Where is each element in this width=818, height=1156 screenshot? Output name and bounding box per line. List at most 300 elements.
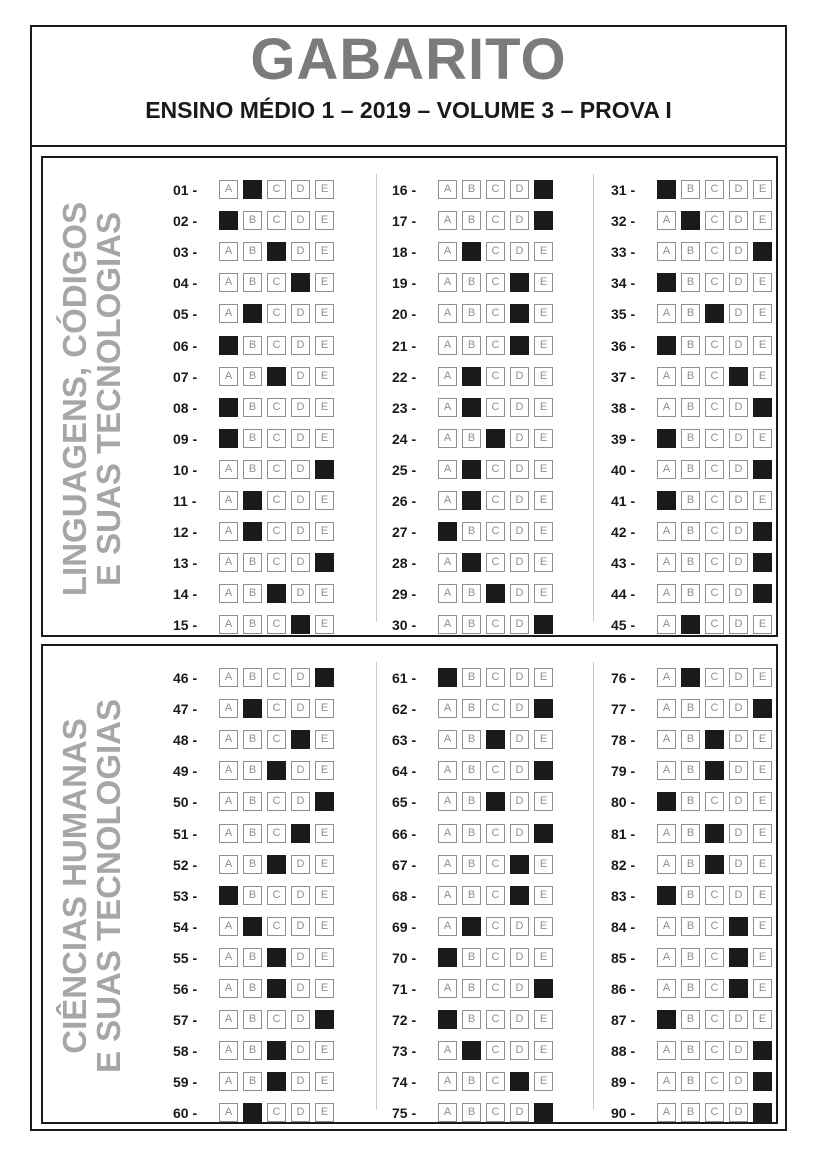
answer-bubble: C bbox=[705, 668, 724, 687]
answer-bubble: C bbox=[267, 917, 286, 936]
answer-bubble: D bbox=[510, 792, 529, 811]
answer-bubble: C bbox=[267, 615, 286, 634]
answer-bubble-marked bbox=[729, 979, 748, 998]
answer-bubble: E bbox=[753, 668, 772, 687]
question-number: 61 - bbox=[392, 670, 417, 686]
question-number: 06 - bbox=[173, 337, 198, 354]
answer-bubble: B bbox=[681, 180, 700, 199]
answer-bubble: D bbox=[729, 211, 748, 230]
question-row bbox=[611, 947, 781, 969]
answer-bubble: D bbox=[291, 242, 310, 261]
question-number: 83 - bbox=[611, 887, 636, 904]
answer-bubble: A bbox=[438, 491, 457, 510]
answer-bubble: B bbox=[681, 761, 700, 780]
question-row bbox=[173, 303, 343, 325]
answer-bubble-marked bbox=[681, 668, 700, 687]
answer-bubble: C bbox=[267, 553, 286, 572]
answer-bubble: A bbox=[219, 367, 238, 386]
answer-bubble: E bbox=[534, 336, 553, 355]
answer-bubble: E bbox=[534, 1041, 553, 1060]
answer-bubble-marked bbox=[267, 242, 286, 261]
answer-bubble: B bbox=[243, 553, 262, 572]
answer-bubble: B bbox=[681, 522, 700, 541]
question-row bbox=[392, 1009, 562, 1031]
answer-bubble: B bbox=[681, 304, 700, 323]
question-row bbox=[173, 1009, 343, 1031]
question-row bbox=[173, 459, 343, 481]
answer-bubble: E bbox=[315, 1103, 334, 1122]
answer-bubble: B bbox=[462, 824, 481, 843]
answer-bubble: A bbox=[438, 699, 457, 718]
answer-bubble: D bbox=[729, 855, 748, 874]
question-row bbox=[611, 1009, 781, 1031]
answer-bubble: D bbox=[291, 917, 310, 936]
question-number: 28 - bbox=[392, 555, 417, 572]
section-label-line1: CIÊNCIAS HUMANAS bbox=[56, 718, 93, 1054]
question-number: 07 - bbox=[173, 368, 198, 385]
answer-bubble: A bbox=[438, 979, 457, 998]
answer-bubble-marked bbox=[315, 792, 334, 811]
answer-bubble: A bbox=[219, 730, 238, 749]
question-row bbox=[611, 303, 781, 325]
answer-bubble: A bbox=[657, 584, 676, 603]
answer-bubble: A bbox=[219, 1103, 238, 1122]
answer-bubble: C bbox=[267, 304, 286, 323]
question-row bbox=[392, 667, 562, 689]
question-number: 41 - bbox=[611, 493, 636, 509]
answer-bubble-marked bbox=[534, 180, 553, 199]
answer-bubble-marked bbox=[657, 429, 676, 448]
answer-bubble: A bbox=[657, 553, 676, 572]
question-row bbox=[392, 303, 562, 325]
answer-bubble: D bbox=[729, 699, 748, 718]
question-number: 78 - bbox=[611, 732, 636, 749]
question-row bbox=[611, 729, 781, 751]
answer-bubble: E bbox=[753, 491, 772, 510]
answer-bubble: C bbox=[267, 824, 286, 843]
answer-bubble: B bbox=[462, 304, 481, 323]
answer-bubble: A bbox=[219, 584, 238, 603]
answer-bubble: D bbox=[510, 979, 529, 998]
answer-bubble: D bbox=[291, 1010, 310, 1029]
answer-bubble: A bbox=[438, 761, 457, 780]
question-number: 80 - bbox=[611, 794, 636, 811]
question-row bbox=[392, 823, 562, 845]
question-number: 81 - bbox=[611, 825, 636, 842]
answer-bubble-marked bbox=[534, 824, 553, 843]
answer-bubble: E bbox=[315, 242, 334, 261]
answer-bubble: B bbox=[681, 460, 700, 479]
answer-bubble: D bbox=[291, 761, 310, 780]
question-row bbox=[392, 854, 562, 876]
answer-bubble: E bbox=[315, 367, 334, 386]
answer-bubble: B bbox=[462, 761, 481, 780]
answer-bubble: A bbox=[438, 180, 457, 199]
answer-bubble: E bbox=[753, 824, 772, 843]
question-row bbox=[392, 947, 562, 969]
question-number: 31 - bbox=[611, 182, 636, 198]
answer-bubble-marked bbox=[681, 211, 700, 230]
question-number: 37 - bbox=[611, 368, 636, 385]
answer-bubble: B bbox=[681, 336, 700, 355]
answer-bubble: A bbox=[438, 917, 457, 936]
question-number: 47 - bbox=[173, 701, 198, 718]
answer-bubble: B bbox=[681, 979, 700, 998]
answer-bubble-marked bbox=[267, 855, 286, 874]
question-number: 72 - bbox=[392, 1012, 417, 1029]
answer-bubble-marked bbox=[705, 855, 724, 874]
answer-bubble-marked bbox=[462, 917, 481, 936]
answer-bubble: C bbox=[486, 1041, 505, 1060]
question-number: 85 - bbox=[611, 949, 636, 966]
question-row bbox=[173, 552, 343, 574]
answer-bubble: C bbox=[486, 948, 505, 967]
answer-bubble: A bbox=[657, 948, 676, 967]
answer-bubble: A bbox=[657, 615, 676, 634]
answer-bubble: A bbox=[219, 180, 238, 199]
question-row bbox=[611, 667, 781, 689]
answer-bubble: A bbox=[219, 460, 238, 479]
answer-bubble: D bbox=[291, 855, 310, 874]
answer-bubble: B bbox=[681, 1103, 700, 1122]
answer-bubble: A bbox=[219, 948, 238, 967]
question-number: 71 - bbox=[392, 981, 417, 997]
answer-bubble: B bbox=[681, 1010, 700, 1029]
question-row bbox=[392, 978, 562, 1000]
answer-bubble: D bbox=[729, 584, 748, 603]
answer-bubble-marked bbox=[243, 1103, 262, 1122]
answer-bubble-marked bbox=[291, 273, 310, 292]
answer-bubble: D bbox=[729, 491, 748, 510]
answer-bubble: B bbox=[462, 699, 481, 718]
answer-bubble: B bbox=[462, 273, 481, 292]
answer-bubble: E bbox=[753, 367, 772, 386]
question-row bbox=[611, 791, 781, 813]
answer-bubble: B bbox=[462, 180, 481, 199]
answer-bubble: C bbox=[267, 491, 286, 510]
question-number: 63 - bbox=[392, 732, 417, 749]
answer-bubble: D bbox=[510, 584, 529, 603]
answer-bubble: C bbox=[267, 398, 286, 417]
answer-bubble-marked bbox=[438, 668, 457, 687]
answer-bubble: A bbox=[657, 824, 676, 843]
question-number: 84 - bbox=[611, 918, 636, 935]
answer-bubble: D bbox=[510, 917, 529, 936]
answer-bubble: B bbox=[681, 917, 700, 936]
answer-bubble: A bbox=[219, 304, 238, 323]
question-number: 45 - bbox=[611, 617, 636, 634]
question-row bbox=[611, 490, 781, 512]
question-row bbox=[173, 583, 343, 605]
answer-bubble: D bbox=[291, 979, 310, 998]
question-row bbox=[392, 335, 562, 357]
answer-bubble: D bbox=[729, 242, 748, 261]
answer-bubble: D bbox=[291, 304, 310, 323]
section-label-line2: E SUAS TECNOLOGIAS bbox=[90, 698, 127, 1074]
answer-bubble: A bbox=[438, 730, 457, 749]
answer-bubble: E bbox=[315, 1041, 334, 1060]
answer-bubble: D bbox=[510, 1103, 529, 1122]
answer-bubble: E bbox=[753, 304, 772, 323]
answer-bubble: D bbox=[291, 429, 310, 448]
answer-bubble: B bbox=[462, 979, 481, 998]
answer-bubble: B bbox=[681, 948, 700, 967]
question-row bbox=[611, 1102, 781, 1124]
answer-bubble: E bbox=[534, 553, 553, 572]
answer-bubble: C bbox=[705, 273, 724, 292]
answer-bubble: A bbox=[219, 979, 238, 998]
answer-bubble: E bbox=[534, 522, 553, 541]
answer-bubble: E bbox=[315, 180, 334, 199]
question-row bbox=[611, 241, 781, 263]
answer-bubble-marked bbox=[315, 460, 334, 479]
answer-bubble-marked bbox=[267, 979, 286, 998]
answer-bubble: D bbox=[291, 460, 310, 479]
answer-bubble: C bbox=[486, 491, 505, 510]
question-row bbox=[173, 791, 343, 813]
answer-bubble: A bbox=[657, 398, 676, 417]
answer-bubble: D bbox=[510, 948, 529, 967]
answer-bubble: A bbox=[438, 211, 457, 230]
answer-bubble: C bbox=[267, 429, 286, 448]
question-number: 33 - bbox=[611, 244, 636, 261]
answer-bubble-marked bbox=[534, 615, 553, 634]
question-row bbox=[392, 729, 562, 751]
answer-bubble: A bbox=[219, 699, 238, 718]
answer-bubble: C bbox=[705, 699, 724, 718]
question-number: 75 - bbox=[392, 1105, 417, 1122]
answer-bubble-marked bbox=[534, 979, 553, 998]
answer-bubble: E bbox=[534, 855, 553, 874]
answer-bubble: A bbox=[657, 304, 676, 323]
answer-bubble: E bbox=[534, 242, 553, 261]
answer-bubble: D bbox=[291, 398, 310, 417]
answer-bubble: B bbox=[462, 730, 481, 749]
answer-bubble: E bbox=[315, 398, 334, 417]
answer-bubble-marked bbox=[753, 1041, 772, 1060]
answer-bubble: B bbox=[243, 730, 262, 749]
answer-bubble: D bbox=[291, 367, 310, 386]
answer-bubble-marked bbox=[267, 948, 286, 967]
question-row bbox=[173, 614, 343, 636]
answer-bubble-marked bbox=[462, 1041, 481, 1060]
question-number: 76 - bbox=[611, 670, 636, 686]
answer-bubble: D bbox=[729, 336, 748, 355]
question-number: 50 - bbox=[173, 794, 198, 811]
question-number: 24 - bbox=[392, 430, 417, 447]
answer-bubble: A bbox=[219, 1072, 238, 1091]
answer-bubble-marked bbox=[753, 553, 772, 572]
answer-bubble-marked bbox=[657, 886, 676, 905]
answer-bubble: B bbox=[462, 948, 481, 967]
answer-bubble: A bbox=[657, 211, 676, 230]
answer-bubble: B bbox=[243, 792, 262, 811]
answer-bubble-marked bbox=[657, 336, 676, 355]
question-number: 59 - bbox=[173, 1074, 198, 1091]
answer-bubble: C bbox=[267, 180, 286, 199]
answer-bubble: A bbox=[219, 792, 238, 811]
answer-bubble: C bbox=[267, 730, 286, 749]
answer-bubble: E bbox=[315, 429, 334, 448]
answer-bubble: A bbox=[438, 304, 457, 323]
question-number: 36 - bbox=[611, 337, 636, 354]
answer-bubble: D bbox=[510, 367, 529, 386]
answer-bubble: D bbox=[510, 398, 529, 417]
answer-bubble: B bbox=[462, 211, 481, 230]
answer-bubble: B bbox=[243, 460, 262, 479]
answer-bubble: B bbox=[243, 1041, 262, 1060]
answer-bubble: C bbox=[705, 429, 724, 448]
answer-bubble-marked bbox=[705, 304, 724, 323]
question-number: 77 - bbox=[611, 701, 636, 718]
answer-bubble: C bbox=[486, 855, 505, 874]
question-number: 46 - bbox=[173, 670, 198, 686]
question-number: 90 - bbox=[611, 1105, 636, 1122]
question-number: 13 - bbox=[173, 555, 198, 572]
answer-bubble: C bbox=[705, 584, 724, 603]
answer-bubble: D bbox=[510, 824, 529, 843]
answer-bubble: D bbox=[510, 429, 529, 448]
question-row bbox=[392, 366, 562, 388]
question-row bbox=[173, 760, 343, 782]
answer-bubble: D bbox=[729, 792, 748, 811]
answer-bubble: D bbox=[510, 699, 529, 718]
answer-bubble: E bbox=[534, 398, 553, 417]
answer-bubble: D bbox=[510, 615, 529, 634]
answer-bubble: A bbox=[438, 398, 457, 417]
answer-bubble: D bbox=[291, 668, 310, 687]
answer-bubble: E bbox=[753, 886, 772, 905]
answer-bubble: E bbox=[753, 730, 772, 749]
answer-bubble-marked bbox=[729, 367, 748, 386]
question-row bbox=[392, 272, 562, 294]
answer-bubble-marked bbox=[462, 367, 481, 386]
answer-bubble-marked bbox=[462, 242, 481, 261]
answer-bubble: B bbox=[243, 1010, 262, 1029]
question-number: 23 - bbox=[392, 399, 417, 416]
question-row bbox=[611, 397, 781, 419]
answer-bubble: D bbox=[510, 522, 529, 541]
question-row bbox=[611, 978, 781, 1000]
answer-bubble: A bbox=[657, 1103, 676, 1122]
question-row bbox=[392, 791, 562, 813]
answer-bubble: D bbox=[510, 180, 529, 199]
question-row bbox=[611, 614, 781, 636]
answer-bubble: D bbox=[510, 553, 529, 572]
answer-bubble: E bbox=[753, 1010, 772, 1029]
answer-bubble-marked bbox=[534, 699, 553, 718]
answer-bubble-marked bbox=[657, 491, 676, 510]
answer-bubble-marked bbox=[219, 336, 238, 355]
answer-bubble: C bbox=[267, 699, 286, 718]
answer-bubble: B bbox=[462, 1072, 481, 1091]
answer-bubble-marked bbox=[243, 491, 262, 510]
answer-bubble: B bbox=[462, 1010, 481, 1029]
answer-bubble: B bbox=[462, 615, 481, 634]
answer-bubble: B bbox=[243, 584, 262, 603]
section-label bbox=[43, 158, 143, 639]
answer-bubble: C bbox=[705, 460, 724, 479]
answer-bubble: E bbox=[534, 460, 553, 479]
answer-bubble: B bbox=[462, 429, 481, 448]
question-number: 48 - bbox=[173, 732, 198, 749]
answer-bubble: C bbox=[705, 367, 724, 386]
answer-bubble: A bbox=[438, 1072, 457, 1091]
question-row bbox=[611, 179, 781, 201]
question-number: 68 - bbox=[392, 887, 417, 904]
question-row bbox=[173, 397, 343, 419]
answer-bubble: C bbox=[486, 1010, 505, 1029]
answer-bubble: A bbox=[219, 855, 238, 874]
answer-bubble-marked bbox=[438, 522, 457, 541]
answer-bubble: A bbox=[657, 855, 676, 874]
answer-bubble-marked bbox=[486, 792, 505, 811]
answer-bubble: D bbox=[291, 699, 310, 718]
answer-bubble-marked bbox=[315, 668, 334, 687]
column-divider bbox=[376, 174, 377, 622]
answer-bubble: D bbox=[729, 1041, 748, 1060]
answer-bubble-marked bbox=[753, 242, 772, 261]
answer-bubble: A bbox=[657, 1072, 676, 1091]
question-number: 40 - bbox=[611, 461, 636, 478]
answer-bubble: D bbox=[729, 180, 748, 199]
answer-bubble: E bbox=[315, 824, 334, 843]
answer-bubble: D bbox=[729, 460, 748, 479]
answer-bubble-marked bbox=[243, 699, 262, 718]
answer-bubble: E bbox=[315, 917, 334, 936]
question-number: 43 - bbox=[611, 555, 636, 572]
answer-bubble: E bbox=[534, 730, 553, 749]
answer-bubble: B bbox=[462, 886, 481, 905]
question-number: 55 - bbox=[173, 949, 198, 966]
answer-bubble: A bbox=[438, 460, 457, 479]
answer-bubble: E bbox=[534, 668, 553, 687]
answer-bubble: E bbox=[534, 367, 553, 386]
question-number: 10 - bbox=[173, 461, 198, 478]
answer-bubble-marked bbox=[705, 824, 724, 843]
answer-bubble: C bbox=[267, 211, 286, 230]
answer-key-frame bbox=[30, 25, 787, 1131]
question-row bbox=[173, 210, 343, 232]
question-row bbox=[173, 823, 343, 845]
answer-bubble: D bbox=[729, 730, 748, 749]
question-row bbox=[173, 854, 343, 876]
answer-bubble: C bbox=[705, 948, 724, 967]
question-number: 19 - bbox=[392, 275, 417, 292]
answer-bubble: B bbox=[462, 792, 481, 811]
question-row bbox=[392, 1040, 562, 1062]
question-number: 70 - bbox=[392, 949, 417, 966]
answer-bubble: A bbox=[657, 1041, 676, 1060]
answer-bubble: C bbox=[705, 792, 724, 811]
answer-bubble-marked bbox=[753, 522, 772, 541]
question-row bbox=[392, 885, 562, 907]
answer-bubble: E bbox=[534, 1010, 553, 1029]
question-number: 73 - bbox=[392, 1043, 417, 1060]
answer-bubble-marked bbox=[657, 1010, 676, 1029]
answer-bubble: C bbox=[267, 460, 286, 479]
question-number: 79 - bbox=[611, 763, 636, 780]
answer-bubble: B bbox=[681, 553, 700, 572]
question-number: 60 - bbox=[173, 1105, 198, 1122]
question-number: 27 - bbox=[392, 524, 417, 541]
answer-bubble-marked bbox=[315, 553, 334, 572]
answer-bubble: D bbox=[291, 491, 310, 510]
answer-bubble: B bbox=[681, 824, 700, 843]
answer-bubble-marked bbox=[657, 273, 676, 292]
question-number: 57 - bbox=[173, 1012, 198, 1029]
answer-bubble: A bbox=[438, 824, 457, 843]
